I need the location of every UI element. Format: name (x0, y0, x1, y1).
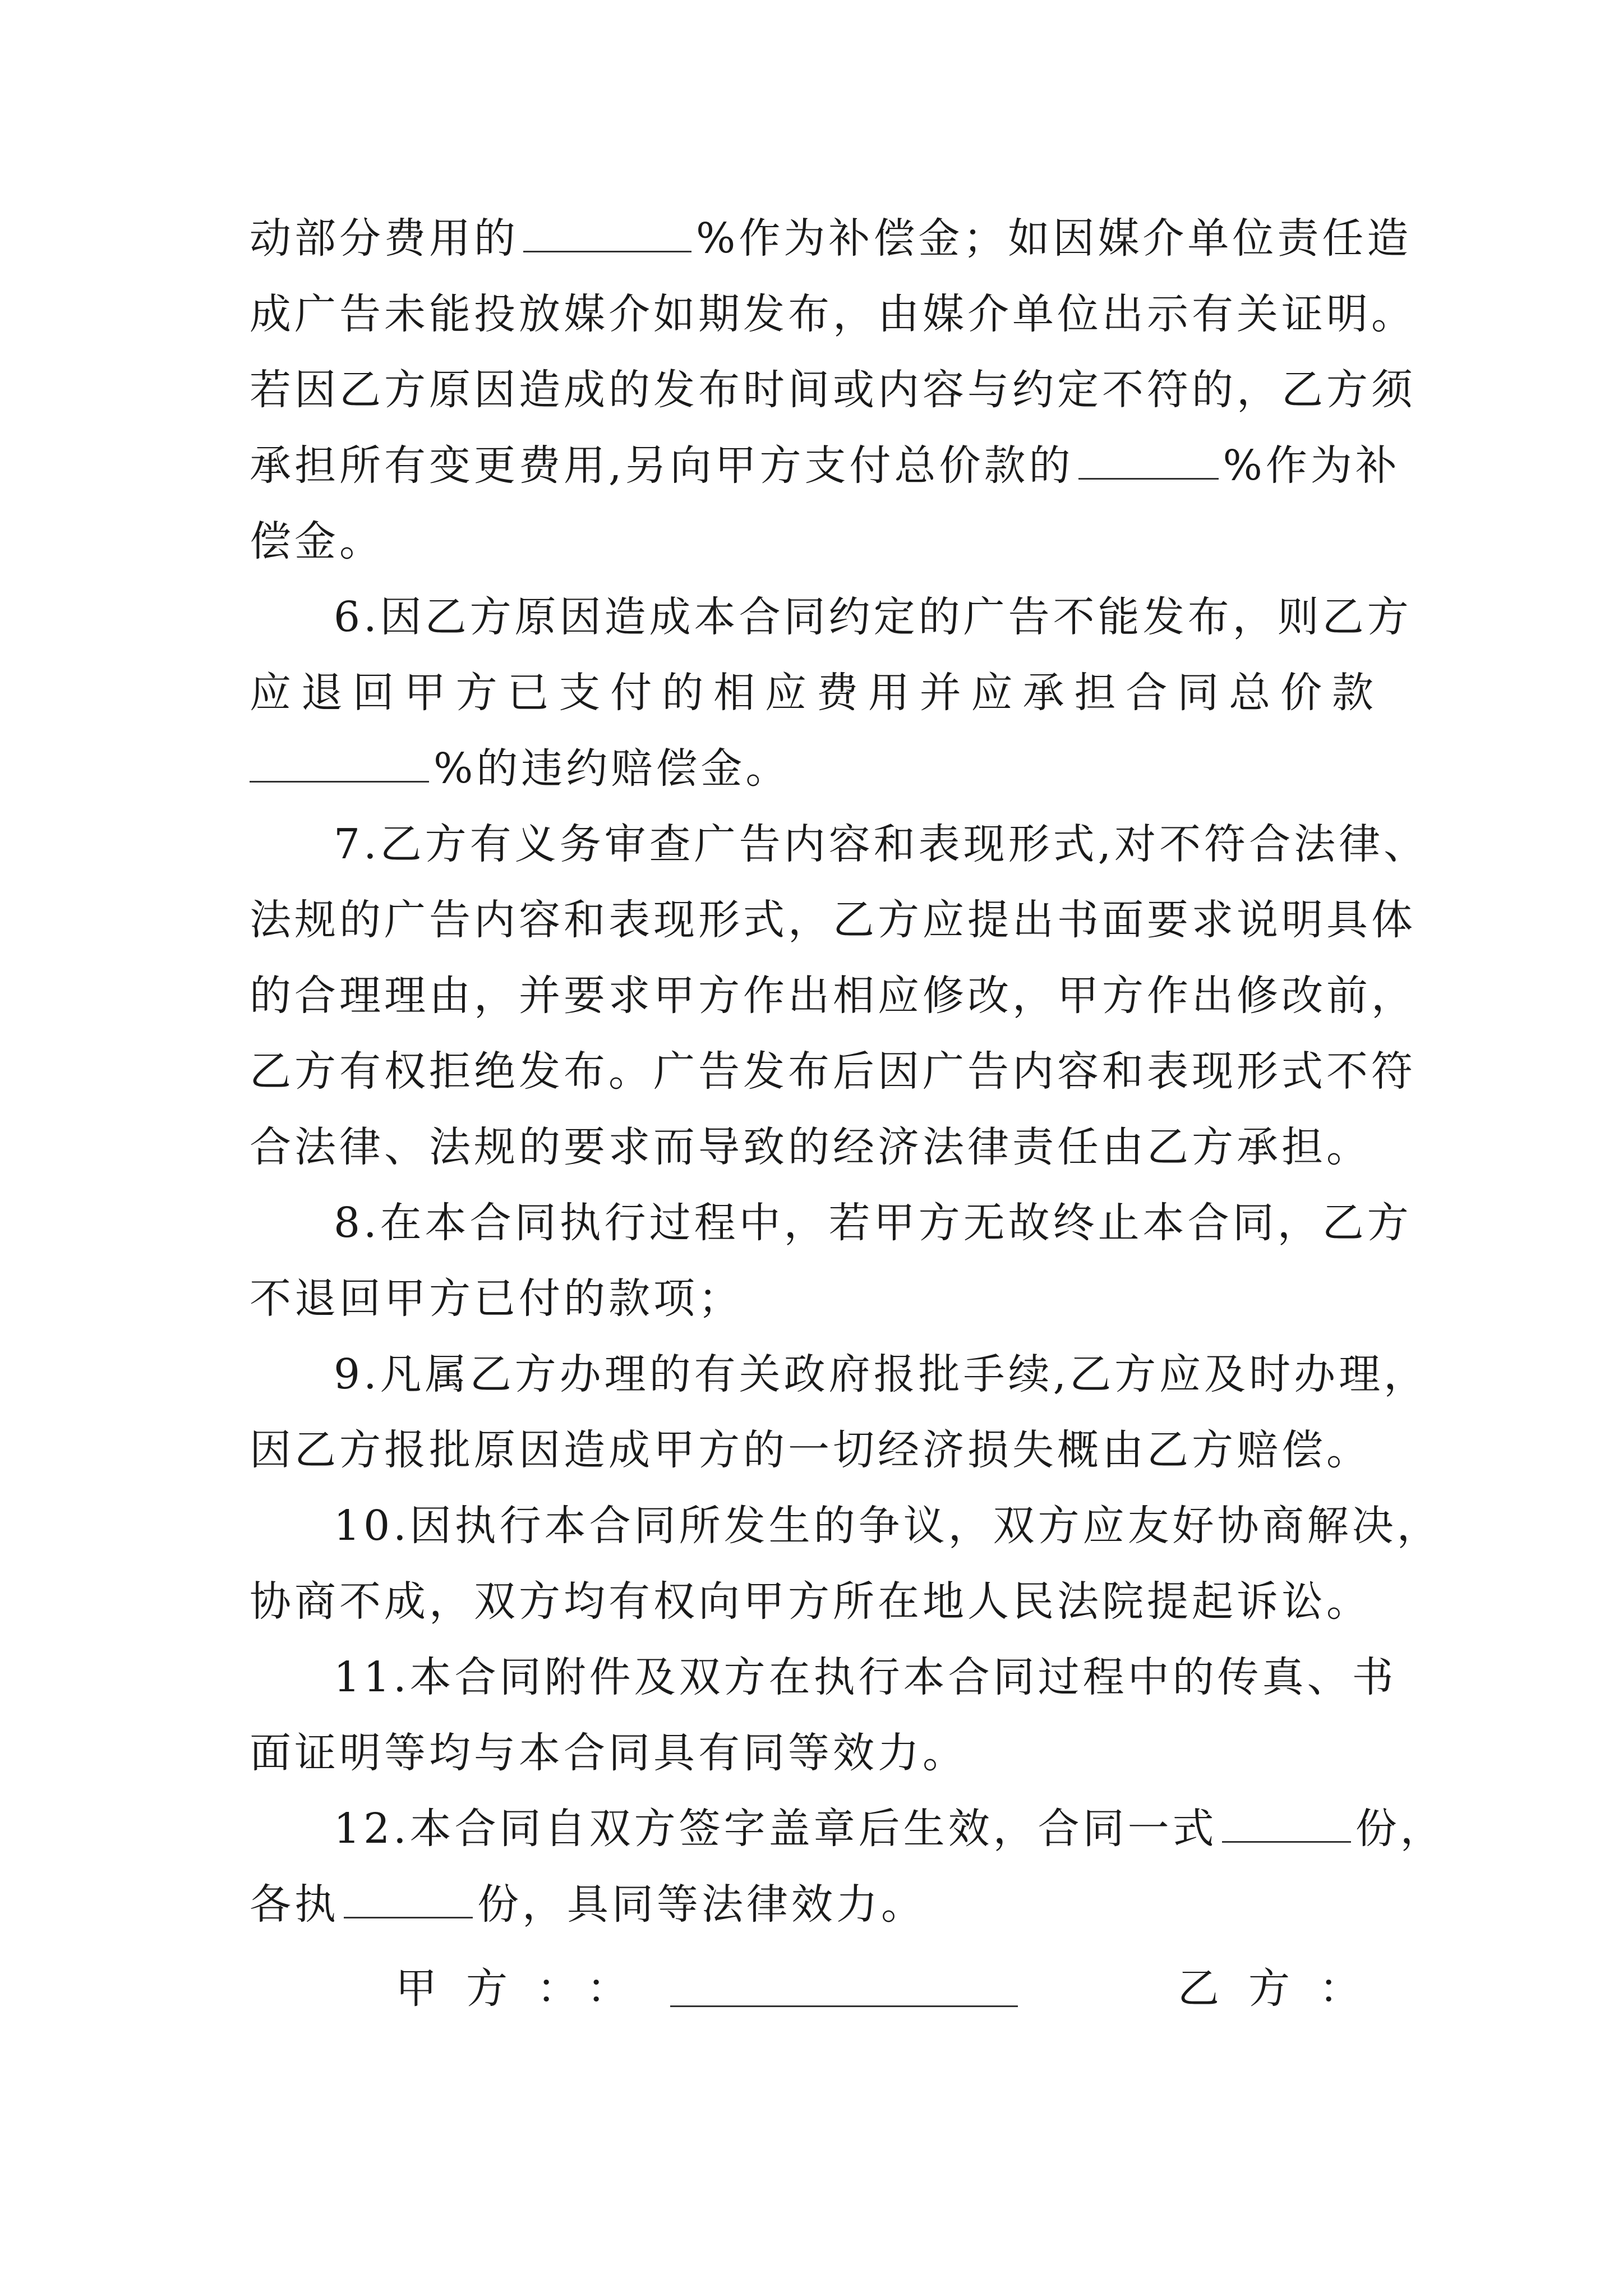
clause-6-line: 6.因乙方原因造成本合同约定的广告不能发布，则乙方 (334, 593, 1412, 641)
text-line (250, 729, 1377, 808)
text-segment: %作为补 (1223, 441, 1400, 490)
clause-7-line: 7.乙方有义务审查广告内容和表现形式,对不符合法律、 (334, 820, 1429, 868)
party-a-signature-field[interactable] (670, 1955, 1018, 2007)
text-line: 不退回甲方已付的款项； (250, 1274, 743, 1323)
text-line: 法规的广告内容和表现形式，乙方应提出书面要求说明具体 (250, 896, 1416, 944)
fill-in-blank[interactable] (1222, 1796, 1351, 1843)
text-line: 的合理理由，并要求甲方作出相应修改，甲方作出修改前， (250, 972, 1416, 1020)
clause-12-line (334, 1789, 1445, 1868)
text-line: 面证明等均与本合同具有同等效力。 (250, 1729, 967, 1777)
fill-in-blank[interactable] (250, 736, 429, 783)
text-segment: 承担所有变更费用,另向甲方支付总价款的 (250, 441, 1074, 490)
text-line: 协商不成，双方均有权向甲方所在地人民法院提起诉讼。 (250, 1577, 1371, 1626)
text-segment: %的违约赔偿金。 (434, 744, 791, 793)
text-line: 若因乙方原因造成的发布时间或内容与约定不符的，乙方须 (250, 366, 1416, 414)
text-line (250, 199, 1412, 278)
text-line: 乙方有权拒绝发布。广告发布后因广告内容和表现形式不符 (250, 1047, 1416, 1096)
text-line: 应退回甲方已支付的相应费用并应承担合同总价款 (250, 669, 1377, 717)
text-segment: 各执 (250, 1880, 339, 1929)
text-line: 偿金。 (250, 517, 384, 565)
clause-9-line: 9.凡属乙方办理的有关政府报批手续,乙方应及时办理， (334, 1350, 1429, 1398)
party-a-label: 甲方：： (395, 1964, 657, 2013)
text-line (250, 426, 1400, 505)
text-line: 合法律、法规的要求而导致的经济法律责任由乙方承担。 (250, 1123, 1371, 1171)
text-line: 成广告未能投放媒介如期发布，由媒介单位出示有关证明。 (250, 290, 1416, 338)
fill-in-blank[interactable] (523, 206, 691, 252)
party-b-label: 乙方： (1178, 1964, 1390, 2013)
text-segment: 12.本合同自双方签字盖章后生效，合同一式 (334, 1805, 1218, 1853)
text-segment: 份，具同等法律效力。 (477, 1880, 926, 1929)
fill-in-blank[interactable] (1078, 433, 1219, 480)
clause-11-line: 11.本合同附件及双方在执行本合同过程中的传真、书 (334, 1653, 1397, 1701)
text-segment: 份， (1355, 1805, 1445, 1853)
signature-row (0, 1949, 1623, 2028)
text-segment: 动部分费用的 (250, 214, 519, 263)
text-segment: %作为补偿金；如因媒介单位责任造 (696, 214, 1412, 263)
fill-in-blank[interactable] (344, 1872, 473, 1918)
text-line: 因乙方报批原因造成甲方的一切经济损失概由乙方赔偿。 (250, 1426, 1371, 1474)
clause-10-line: 10.因执行本合同所发生的争议，双方应友好协商解决， (334, 1502, 1442, 1550)
clause-8-line: 8.在本合同执行过程中，若甲方无故终止本合同，乙方 (334, 1199, 1412, 1247)
text-line (250, 1865, 1377, 1944)
